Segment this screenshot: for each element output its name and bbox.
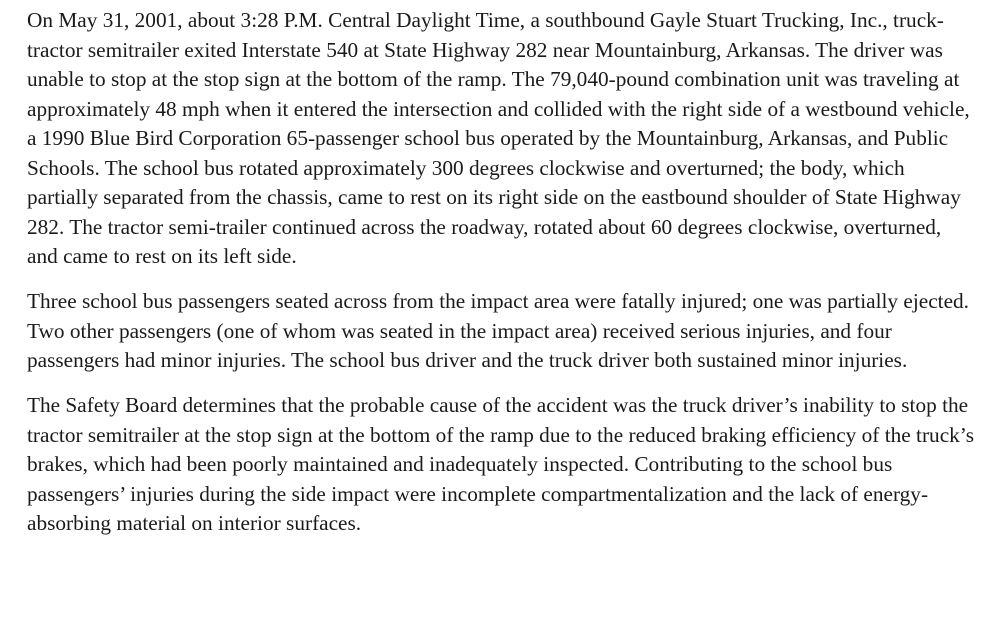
paragraph-accident-description: On May 31, 2001, about 3:28 P.M. Central Daylight Time, a southbound Gayle Stuart Trucking, Inc., truck-tractor semitrailer exited Interstate 540 at State Highway 282 near Mountainburg, Arkansas. The driver was unable to stop at the stop sign at the bottom of the ramp. The 79,040-pound combination unit was traveling at approximately 48 mph when it entered the intersection and collided with the right side of a westbound vehicle, a 1990 Blue Bird Corporation 65-passenger school bus operated by the Mountainburg, Arkansas, and Public Schools. The school bus rotated approximately 300 degrees clockwise and overturned; the body, which partially separated from the chassis, came to rest on its right side on the eastbound shoulder of State Highway 282. The tractor semi-trailer continued across the roadway, rotated about 60 degrees clockwise, overturned, and came to rest on its left side. <box>27 8 970 268</box>
paragraph-probable-cause: The Safety Board determines that the probable cause of the accident was the truck driver’s inability to stop the tractor semitrailer at the stop sign at the bottom of the ramp due to the reduced braking efficiency of the truck’s brakes, which had been poorly maintained and inadequately inspected. Contributing to the school bus passengers’ injuries during the side impact were incomplete compartmentalization and the lack of energy-absorbing material on interior surfaces. <box>27 393 975 535</box>
document-body <box>27 6 975 554</box>
paragraph-injuries: Three school bus passengers seated across from the impact area were fatally injured; one was partially ejected. Two other passengers (one of whom was seated in the impact area) received serious injuries, and four passengers had minor injuries. The school bus driver and the truck driver both sustained minor injuries. <box>27 289 970 372</box>
